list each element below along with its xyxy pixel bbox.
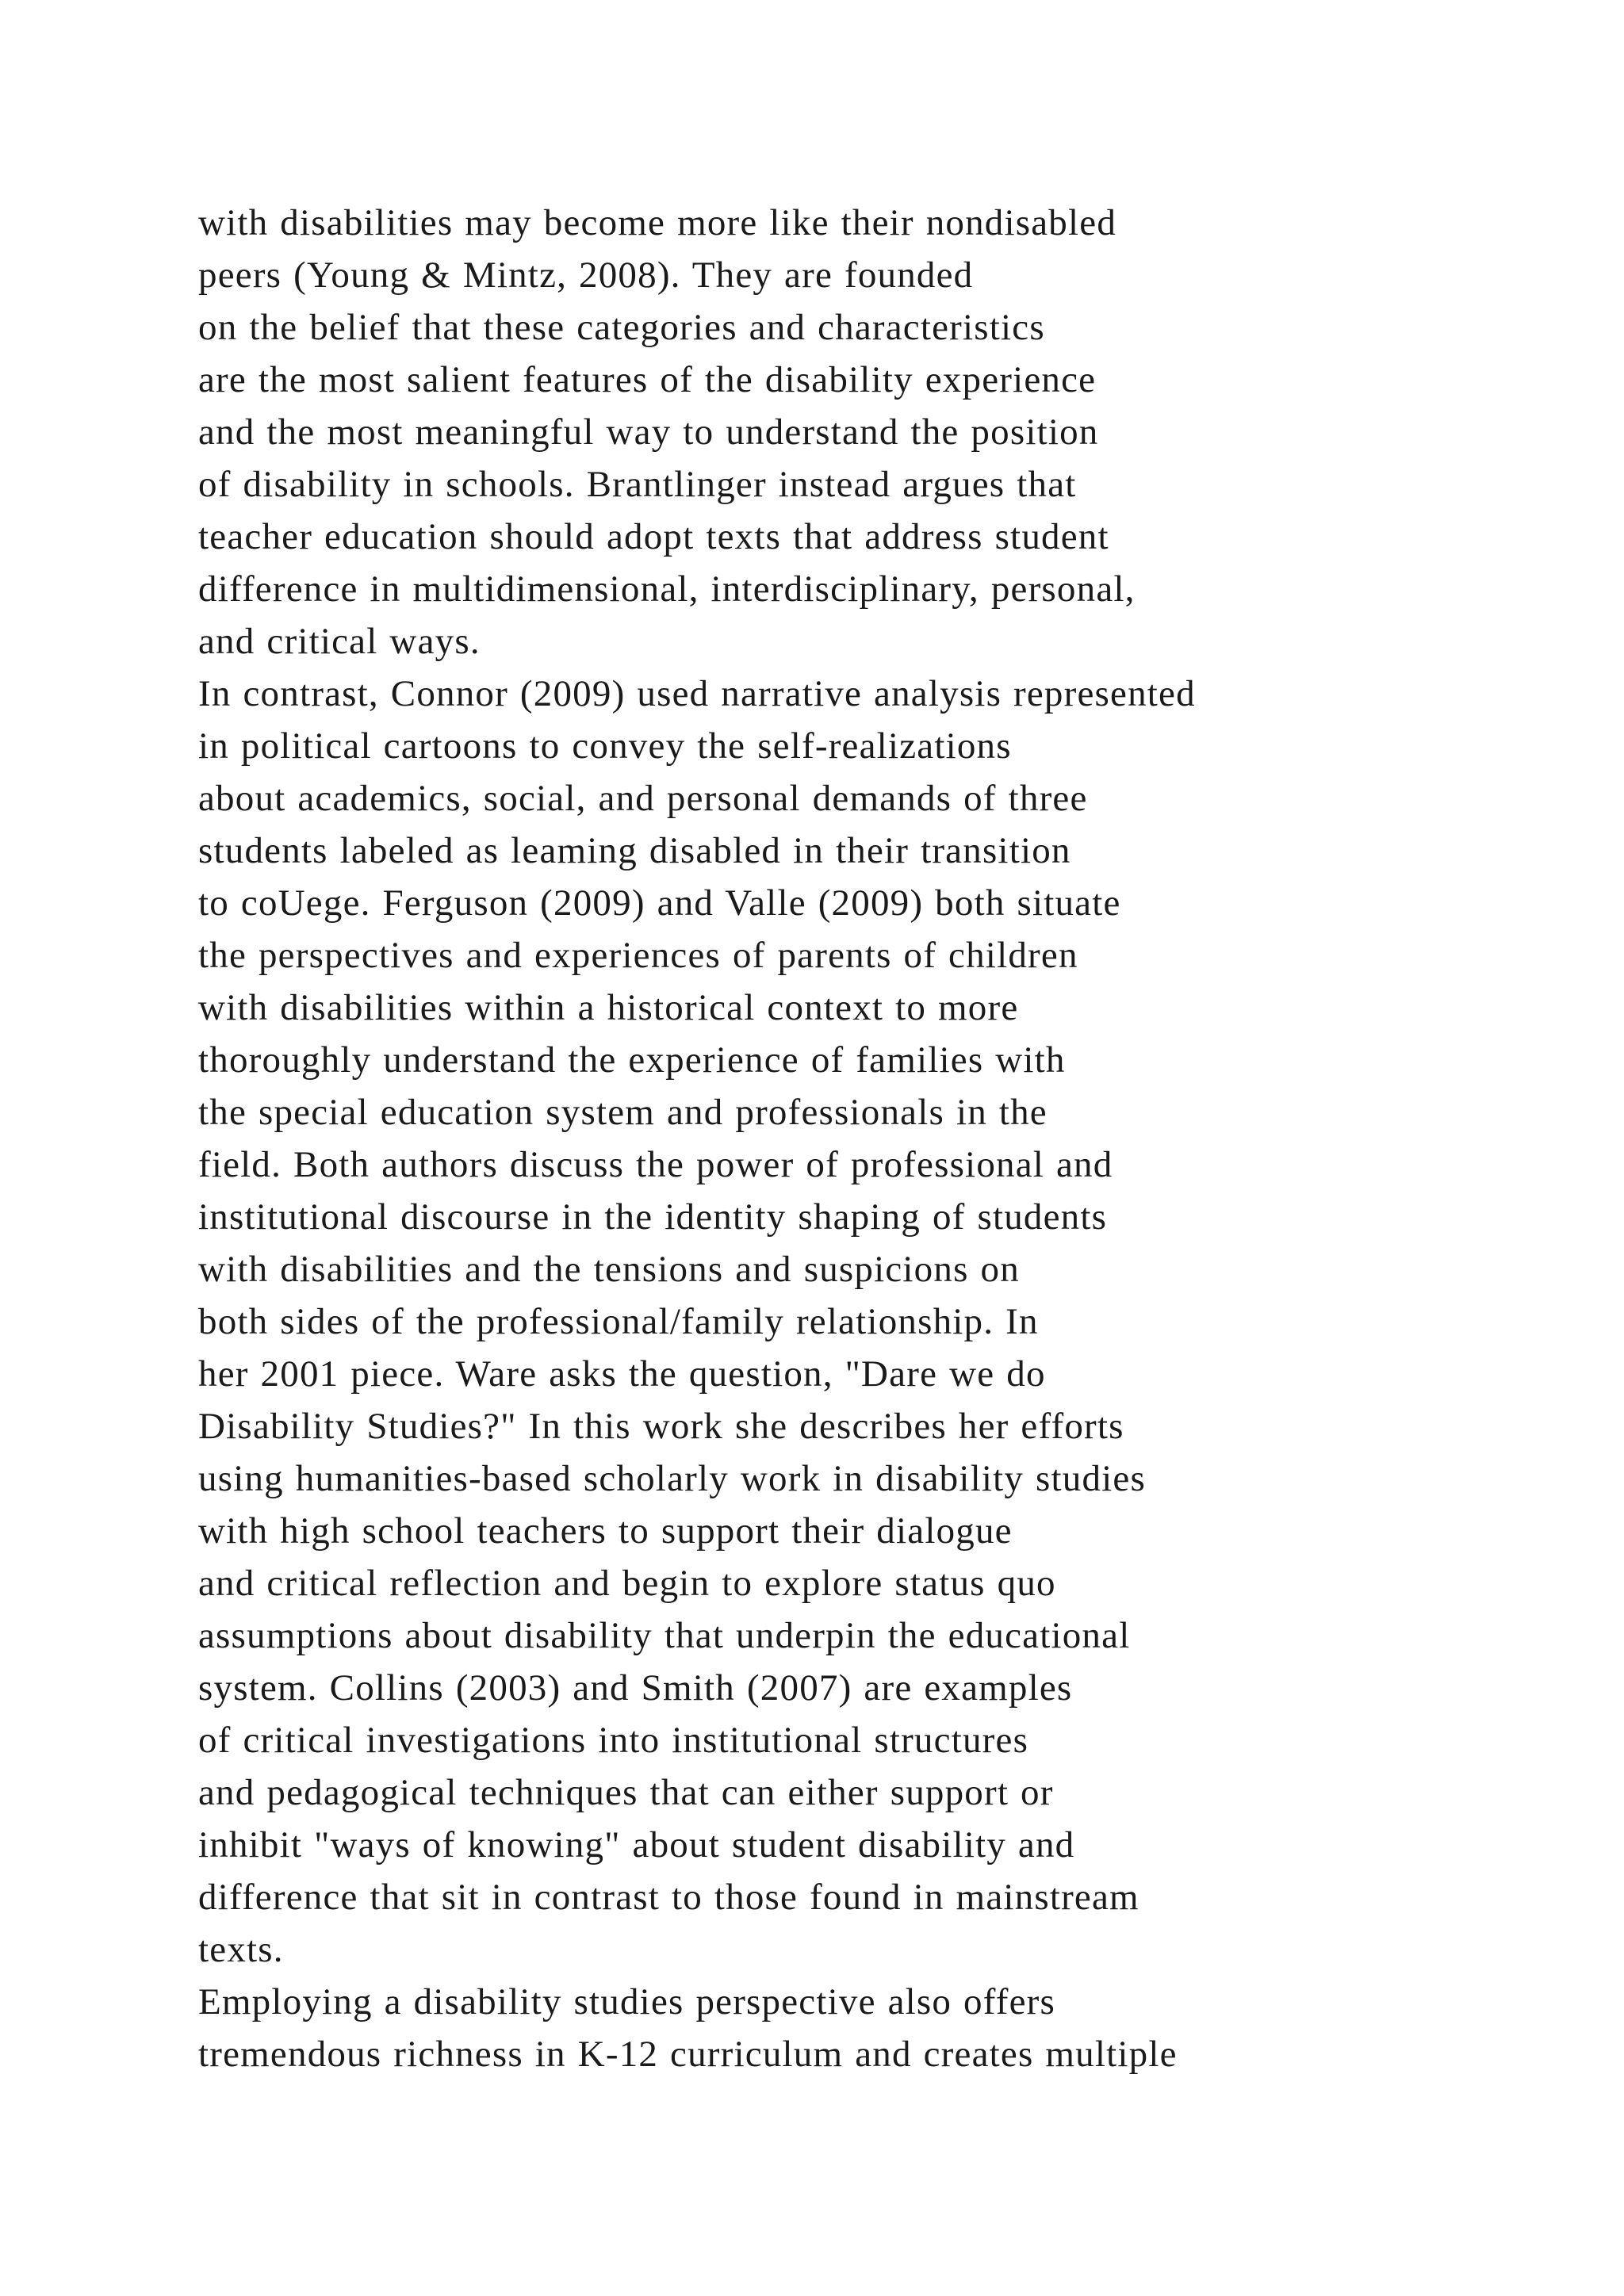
text-line: are the most salient features of the disability experience xyxy=(198,359,1097,400)
text-line: difference in multidimensional, interdisciplinary, personal, xyxy=(198,568,1136,610)
text-line: students labeled as leaming disabled in their transition xyxy=(198,830,1071,871)
text-line: thoroughly understand the experience of families with xyxy=(198,1039,1066,1081)
text-line: system. Collins (2003) and Smith (2007) are examples xyxy=(198,1667,1073,1709)
text-line: and critical reflection and begin to explore status quo xyxy=(198,1563,1056,1604)
text-line: the special education system and professionals in the xyxy=(198,1092,1048,1133)
text-line: Disability Studies?" In this work she describes her efforts xyxy=(198,1406,1124,1447)
text-line: institutional discourse in the identity shaping of students xyxy=(198,1196,1108,1238)
text-line: with disabilities and the tensions and suspicions on xyxy=(198,1249,1020,1290)
text-line: with disabilities may become more like their nondisabled xyxy=(198,202,1117,243)
text-line: both sides of the professional/family relationship. In xyxy=(198,1301,1039,1342)
text-line: tremendous richness in K-12 curriculum and creates multiple xyxy=(198,2034,1178,2075)
text-line: on the belief that these categories and characteristics xyxy=(198,307,1045,348)
text-line: inhibit "ways of knowing" about student disability and xyxy=(198,1824,1075,1866)
text-line: the perspectives and experiences of parents of children xyxy=(198,935,1078,976)
text-line: about academics, social, and personal demands of three xyxy=(198,778,1088,819)
text-line: peers (Young & Mintz, 2008). They are founded xyxy=(198,254,974,296)
text-line: with disabilities within a historical context to more xyxy=(198,987,1019,1028)
text-line: Employing a disability studies perspective also offers xyxy=(198,1981,1056,2022)
text-line: her 2001 piece. Ware asks the question, "Dare we do xyxy=(198,1353,1046,1395)
text-line: and pedagogical techniques that can either support or xyxy=(198,1772,1054,1813)
text-line: texts. xyxy=(198,1929,284,1970)
body-text xyxy=(198,197,1610,2080)
text-line: and critical ways. xyxy=(198,621,481,662)
text-line: using humanities-based scholarly work in disability studies xyxy=(198,1458,1146,1499)
text-line: to coUege. Ferguson (2009) and Valle (2009) both situate xyxy=(198,882,1121,924)
text-line: and the most meaningful way to understand the position xyxy=(198,411,1099,453)
text-line: assumptions about disability that underpin the educational xyxy=(198,1615,1131,1656)
text-line: with high school teachers to support their dialogue xyxy=(198,1510,1013,1552)
text-line: teacher education should adopt texts that address student xyxy=(198,516,1109,557)
text-line: of disability in schools. Brantlinger instead argues that xyxy=(198,464,1077,505)
text-line: field. Both authors discuss the power of professional and xyxy=(198,1144,1113,1185)
text-line: of critical investigations into institutional structures xyxy=(198,1720,1029,1761)
text-line: In contrast, Connor (2009) used narrative analysis represented xyxy=(198,673,1196,714)
text-line: difference that sit in contrast to those found in mainstream xyxy=(198,1877,1139,1918)
text-line: in political cartoons to convey the self-realizations xyxy=(198,725,1012,767)
